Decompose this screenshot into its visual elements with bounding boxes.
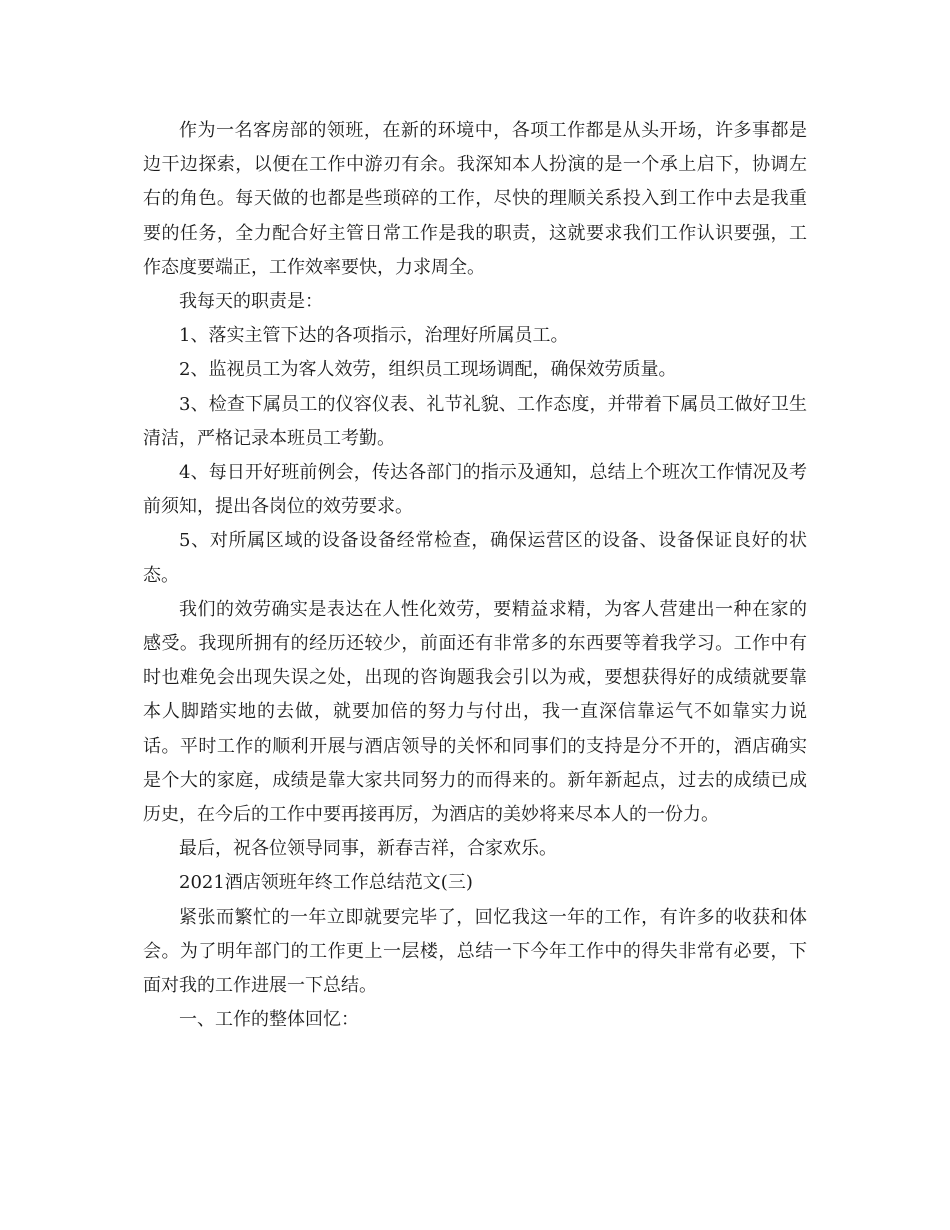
paragraph-intro: 作为一名客房部的领班，在新的环境中，各项工作都是从头开场，许多事都是边干边探索，以便在工作中游刃有余。我深知本人扮演的是一个承上启下，协调左右的角色。每天做的也都是些琐碎的工作，尽快的理顺关系投入到工作中去是我重要的任务，全力配合好主管日常工作是我的职责，这就要求我们工作认识要强，工作态度要端正，工作效率要快，力求周全。 <box>143 120 807 278</box>
paragraph-section-intro: 紧张而繁忙的一年立即就要完毕了，回忆我这一年的工作，有许多的收获和体会。为了明年部门的工作更上一层楼，总结一下今年工作中的得失非常有必要，下面对我的工作进展一下总结。 <box>143 906 807 997</box>
document-body <box>143 114 807 1037</box>
list-item-duty-2: 2、监视员工为客人效劳，组织员工现场调配，确保效劳质量。 <box>179 359 677 381</box>
section-title: 2021酒店领班年终工作总结范文(三) <box>179 872 473 894</box>
list-item-duty-5: 5、对所属区域的设备设备经常检查，确保运营区的设备、设备保证良好的状态。 <box>143 530 807 586</box>
paragraph-duties-heading: 我每天的职责是： <box>179 291 323 313</box>
list-item-duty-3: 3、检查下属员工的仪容仪表、礼节礼貌、工作态度，并带着下属员工做好卫生清洁，严格记录本班员工考勤。 <box>143 393 807 449</box>
list-item-duty-4: 4、每日开好班前例会，传达各部门的指示及通知，总结上个班次工作情况及考前须知，提出各岗位的效劳要求。 <box>143 462 807 518</box>
paragraph-closing-wishes: 最后，祝各位领导同事，新春吉祥，合家欢乐。 <box>179 838 557 860</box>
paragraph-service-reflection: 我们的效劳确实是表达在人性化效劳，要精益求精，为客人营建出一种在家的感受。我现所拥有的经历还较少，前面还有非常多的东西要等着我学习。工作中有时也难免会出现失误之处，出现的咨询题我会引以为戒，要想获得好的成绩就要靠本人脚踏实地的去做，就要加倍的努力与付出，我一直深信靠运气不如靠实力说话。平时工作的顺利开展与酒店领导的关怀和同事们的支持是分不开的，酒店确实是个大的家庭，成绩是靠大家共同努力的而得来的。新年新起点，过去的成绩已成历史，在今后的工作中要再接再厉，为酒店的美妙将来尽本人的一份力。 <box>143 598 807 826</box>
list-item-duty-1: 1、落实主管下达的各项指示，治理好所属员工。 <box>179 325 569 347</box>
subsection-heading: 一、工作的整体回忆： <box>179 1009 359 1031</box>
